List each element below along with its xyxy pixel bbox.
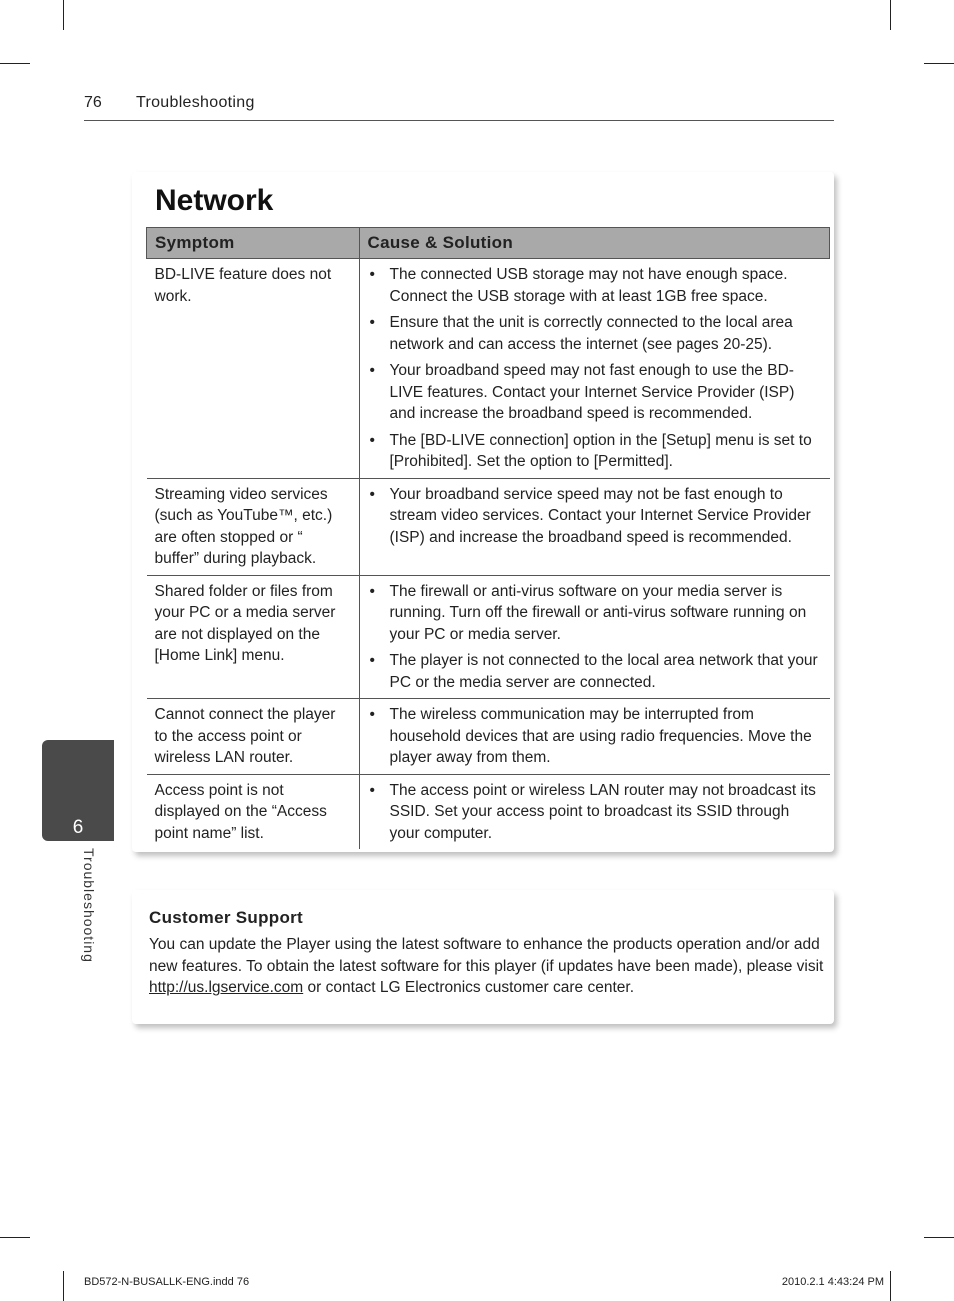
support-text-before-link: You can update the Player using the latest software to enhance the products operation and/or add new features. To obtain the latest software for this player (if updates have been made), please visit [149, 936, 824, 975]
column-header-cause: Cause & Solution [359, 228, 830, 259]
cause-cell [359, 699, 830, 775]
cause-item: • The firewall or anti-virus software on your media server is running. Turn off the firewall or anti-virus software running on your PC or media server. [366, 581, 824, 646]
crop-mark [924, 1237, 954, 1238]
table-header-row [147, 228, 830, 259]
crop-mark [924, 63, 954, 64]
table-row [147, 478, 830, 575]
cause-cell [359, 575, 830, 699]
symptom-cell: Shared folder or files from your PC or a media server are not displayed on the [Home Link] menu. [147, 575, 360, 699]
cause-list [366, 581, 824, 694]
chapter-label-container [81, 848, 101, 978]
cause-item: • The player is not connected to the local area network that your PC or the media server are connected. [366, 650, 824, 693]
cause-cell [359, 259, 830, 479]
table-row [147, 699, 830, 775]
footer-timestamp: 2010.2.1 4:43:24 PM [781, 1276, 884, 1288]
table-row [147, 259, 830, 479]
section-title: Network [155, 184, 274, 217]
cause-list [366, 704, 824, 769]
page-number: 76 [84, 94, 102, 111]
column-header-symptom: Symptom [147, 228, 360, 259]
cause-list [366, 484, 824, 549]
cause-item: • The access point or wireless LAN router may not broadcast its SSID. Set your access point to broadcast its SSID through your computer. [366, 780, 824, 845]
cause-list [366, 780, 824, 845]
table-row [147, 774, 830, 849]
page-header [84, 94, 834, 121]
cause-item: • Your broadband speed may not fast enough to use the BD-LIVE features. Contact your Internet Service Provider (ISP) and increase the broadband speed is recommended. [366, 360, 824, 425]
chapter-number: 6 [72, 817, 84, 838]
symptom-cell: BD-LIVE feature does not work. [147, 259, 360, 479]
cause-item: • The wireless communication may be interrupted from household devices that are using radio frequencies. Move the player away from them. [366, 704, 824, 769]
cause-item: • Ensure that the unit is correctly connected to the local area network and can access the internet (see pages 20-25). [366, 312, 824, 355]
crop-mark [0, 1237, 30, 1238]
cause-item: • The connected USB storage may not have enough space. Connect the USB storage with at least 1GB free space. [366, 264, 824, 307]
customer-support-title: Customer Support [149, 908, 304, 927]
symptom-cell: Streaming video services (such as YouTube™, etc.) are often stopped or “ buffer” during playback. [147, 478, 360, 575]
cause-item: • The [BD-LIVE connection] option in the [Setup] menu is set to [Prohibited]. Set the option to [Permitted]. [366, 430, 824, 473]
cause-item: • Your broadband service speed may not be fast enough to stream video services. Contact your Internet Service Provider (ISP) and increase the broadband speed is recommended. [366, 484, 824, 549]
chapter-label: Troubleshooting [81, 848, 97, 963]
chapter-tab [42, 740, 114, 841]
lg-service-link[interactable]: http://us.lgservice.com [149, 979, 304, 996]
running-title: Troubleshooting [136, 94, 255, 111]
footer-file-info: BD572-N-BUSALLK-ENG.indd 76 [84, 1276, 250, 1288]
crop-mark [890, 0, 891, 30]
crop-mark [890, 1271, 891, 1301]
symptom-cell: Cannot connect the player to the access point or wireless LAN router. [147, 699, 360, 775]
support-text-after-link: or contact LG Electronics customer care center. [303, 979, 635, 996]
cause-cell [359, 774, 830, 849]
table-row [147, 575, 830, 699]
troubleshooting-table [146, 227, 830, 849]
customer-support-text [149, 934, 824, 999]
cause-cell [359, 478, 830, 575]
crop-mark [63, 1271, 64, 1301]
symptom-cell: Access point is not displayed on the “Access point name” list. [147, 774, 360, 849]
cause-list [366, 264, 824, 473]
crop-mark [0, 63, 30, 64]
crop-mark [63, 0, 64, 30]
